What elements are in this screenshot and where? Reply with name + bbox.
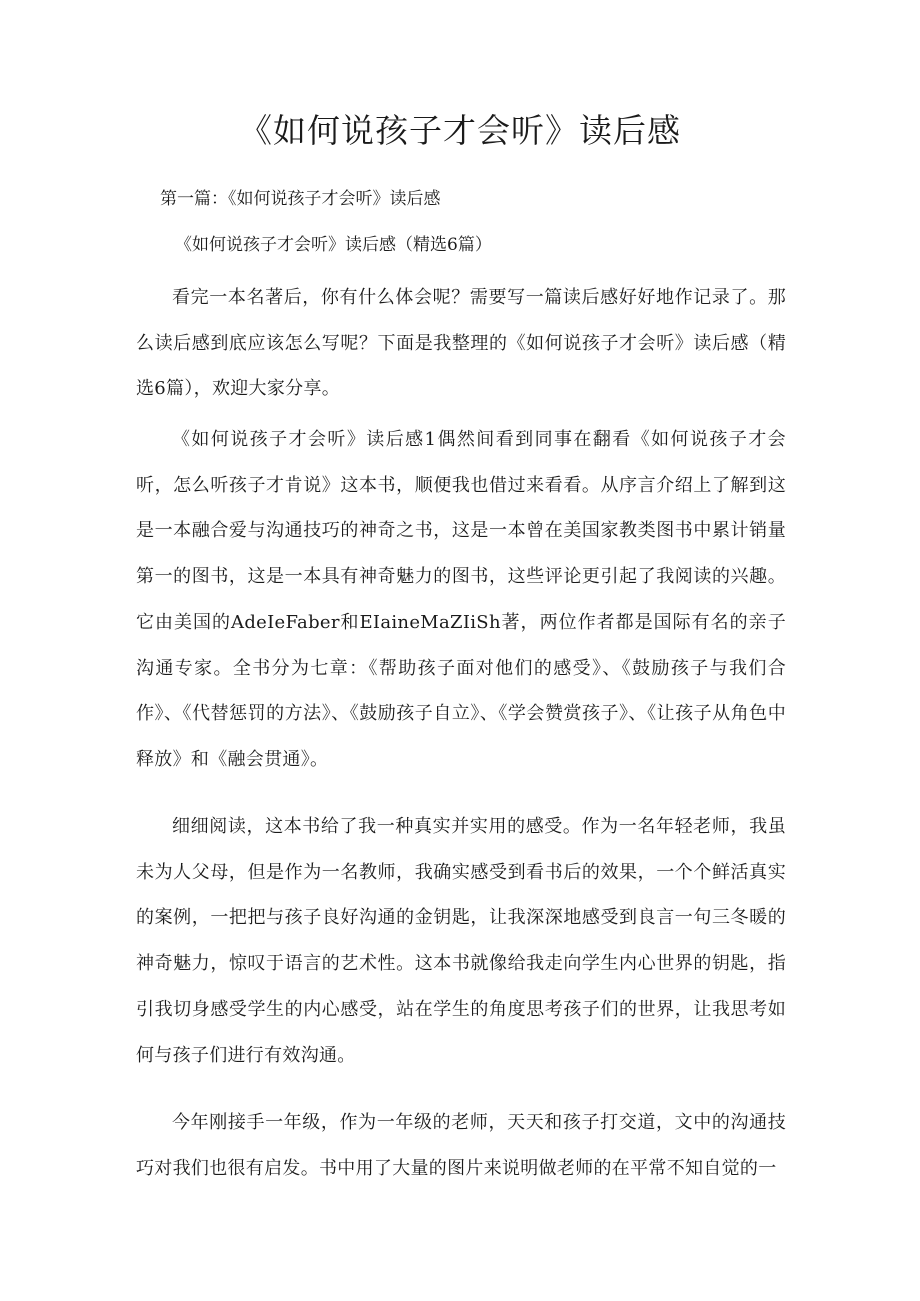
paragraph-reading-impression: 细细阅读，这本书给了我一种真实并实用的感受。作为一名年轻老师，我虽未为人父母，但是作为一名教师，我确实感受到看书后的效果，一个个鲜活真实的案例，一把把与孩子良好沟通的金钥匙，让我深深地感受到良言一句三冬暖的神奇魅力，惊叹于语言的艺术性。这本书就像给我走向学生内心世界的钥匙，指引我切身感受学生的内心感受，站在学生的角度思考孩子们的世界，让我思考如何与孩子们进行有效沟通。 xyxy=(136,816,786,1066)
document-title: 《如何说孩子才会听》读后感 xyxy=(239,111,681,150)
section-heading: 第一篇：《如何说孩子才会听》读后感 xyxy=(160,189,441,209)
paragraph-essay-1: 《如何说孩子才会听》读后感1偶然间看到同事在翻看《如何说孩子才会听，怎么听孩子才肯说》这本书，顺便我也借过来看看。从序言介绍上了解到这是一本融合爱与沟通技巧的神奇之书，这是一本曾在美国家教类图书中累计销量第一的图书，这是一本具有神奇魅力的图书，这些评论更引起了我阅读的兴趣。它由美国的AdeIeFaber和EIaineMaZIiSh著，两位作者都是国际有名的亲子沟通专家。全书分为七章：《帮助孩子面对他们的感受》、《鼓励孩子与我们合作》、《代替惩罚的方法》、《鼓励孩子自立》、《学会赞赏孩子》、《让孩子从角色中释放》和《融会贯通》。 xyxy=(136,429,786,770)
collection-heading: 《如何说孩子才会听》读后感（精选6篇） xyxy=(175,235,492,255)
paragraph-first-grade: 今年刚接手一年级，作为一年级的老师，天天和孩子打交道，文中的沟通技巧对我们也很有启发。书中用了大量的图片来说明做老师的在平常不知自觉的一 xyxy=(136,1112,786,1179)
paragraph-intro: 看完一本名著后，你有什么体会呢？需要写一篇读后感好好地作记录了。那么读后感到底应该怎么写呢？下面是我整理的《如何说孩子才会听》读后感（精选6篇），欢迎大家分享。 xyxy=(136,287,786,400)
